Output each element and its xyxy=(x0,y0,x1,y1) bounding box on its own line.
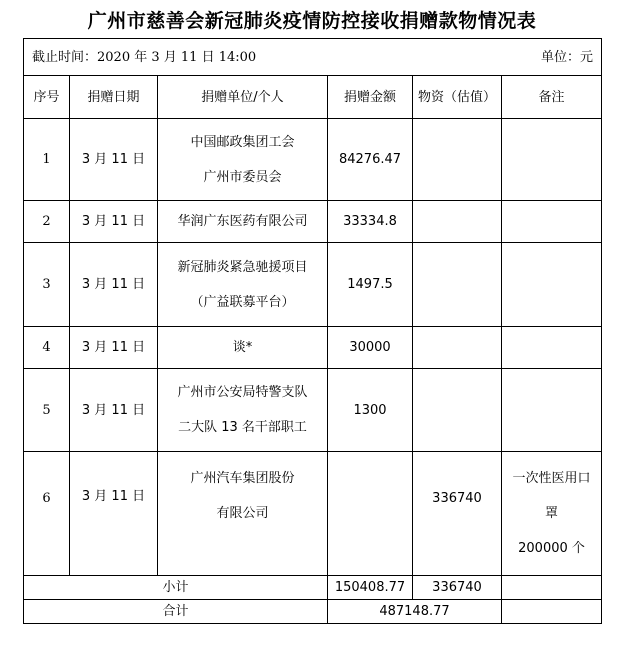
donation-date: 3 月 11 日 xyxy=(70,119,158,201)
page-title: 广州市慈善会新冠肺炎疫情防控接收捐赠款物情况表 xyxy=(87,10,537,32)
goods-value xyxy=(413,119,502,201)
donation-date: 3 月 11 日 xyxy=(70,369,158,452)
donor-name xyxy=(158,327,328,369)
header-cell: 捐赠金额 xyxy=(328,76,413,119)
table-row xyxy=(24,452,602,576)
note xyxy=(502,119,602,201)
cutoff-value: 2020 年 3 月 11 日 14:00 xyxy=(97,49,257,65)
donor-name-line: 广州汽车集团股份 xyxy=(190,471,295,486)
goods-value xyxy=(413,327,502,369)
header-cell: 序号 xyxy=(24,76,70,119)
donor-name-line: 谈* xyxy=(232,340,253,355)
subtotal-label: 小计 xyxy=(24,576,328,600)
note xyxy=(502,369,602,452)
note-line: 罩 xyxy=(545,506,559,521)
goods-value xyxy=(413,201,502,243)
unit-label: 单位：元 xyxy=(541,49,594,65)
goods-value: 336740 xyxy=(413,452,502,576)
donation-date: 3 月 11 日 xyxy=(70,452,158,576)
header-cell: 物资（估值） xyxy=(413,76,502,119)
donor-name xyxy=(158,369,328,452)
header-row xyxy=(24,76,602,119)
table-row xyxy=(24,369,602,452)
header-cell: 捐赠单位/个人 xyxy=(158,76,328,119)
row-number: 1 xyxy=(24,119,70,201)
cutoff-label: 截止时间： xyxy=(32,49,98,65)
table-row xyxy=(24,243,602,327)
donation-table xyxy=(23,38,602,624)
meta-cell xyxy=(24,39,602,76)
donor-name-line: 中国邮政集团工会 xyxy=(190,134,295,150)
goods-value xyxy=(413,243,502,327)
donation-amount: 1300 xyxy=(328,369,413,452)
donor-name-line: 有限公司 xyxy=(216,506,269,521)
note xyxy=(502,243,602,327)
subtotal-amount: 150408.77 xyxy=(328,576,413,600)
donation-date: 3 月 11 日 xyxy=(70,327,158,369)
total-label: 合计 xyxy=(24,600,328,624)
goods-value xyxy=(413,369,502,452)
note-line: 200000 个 xyxy=(518,541,585,556)
table-row xyxy=(24,201,602,243)
total-value: 487148.77 xyxy=(328,600,502,624)
subtotal-note xyxy=(502,576,602,600)
row-number: 4 xyxy=(24,327,70,369)
subtotal-row xyxy=(24,576,602,600)
donation-amount: 1497.5 xyxy=(328,243,413,327)
donor-name-line: 新冠肺炎紧急驰援项目 xyxy=(177,259,308,275)
table-row xyxy=(24,327,602,369)
row-number: 3 xyxy=(24,243,70,327)
donation-amount: 84276.47 xyxy=(328,119,413,201)
row-number: 6 xyxy=(24,452,70,576)
table-row xyxy=(24,119,602,201)
total-row xyxy=(24,600,602,624)
total-note xyxy=(502,600,602,624)
row-number: 5 xyxy=(24,369,70,452)
row-number: 2 xyxy=(24,201,70,243)
donor-name-line: 华润广东医药有限公司 xyxy=(177,214,308,229)
donor-name-line: 二大队 13 名干部职工 xyxy=(178,420,307,435)
note-line: 一次性医用口 xyxy=(512,471,591,486)
donor-name xyxy=(158,201,328,243)
donor-name-line: 广州市公安局特警支队 xyxy=(177,385,308,400)
header-cell: 备注 xyxy=(502,76,602,119)
donation-date: 3 月 11 日 xyxy=(70,243,158,327)
note xyxy=(502,452,602,576)
subtotal-goods: 336740 xyxy=(413,576,502,600)
donor-name xyxy=(158,243,328,327)
donor-name xyxy=(158,119,328,201)
meta-row xyxy=(24,39,602,76)
donation-amount: 33334.8 xyxy=(328,201,413,243)
note xyxy=(502,327,602,369)
donor-name-line: （广益联募平台） xyxy=(190,294,295,310)
donation-amount xyxy=(328,452,413,576)
note xyxy=(502,201,602,243)
donor-name xyxy=(158,452,328,576)
donor-name-line: 广州市委员会 xyxy=(203,169,282,185)
donation-date: 3 月 11 日 xyxy=(70,201,158,243)
donation-amount: 30000 xyxy=(328,327,413,369)
header-cell: 捐赠日期 xyxy=(70,76,158,119)
